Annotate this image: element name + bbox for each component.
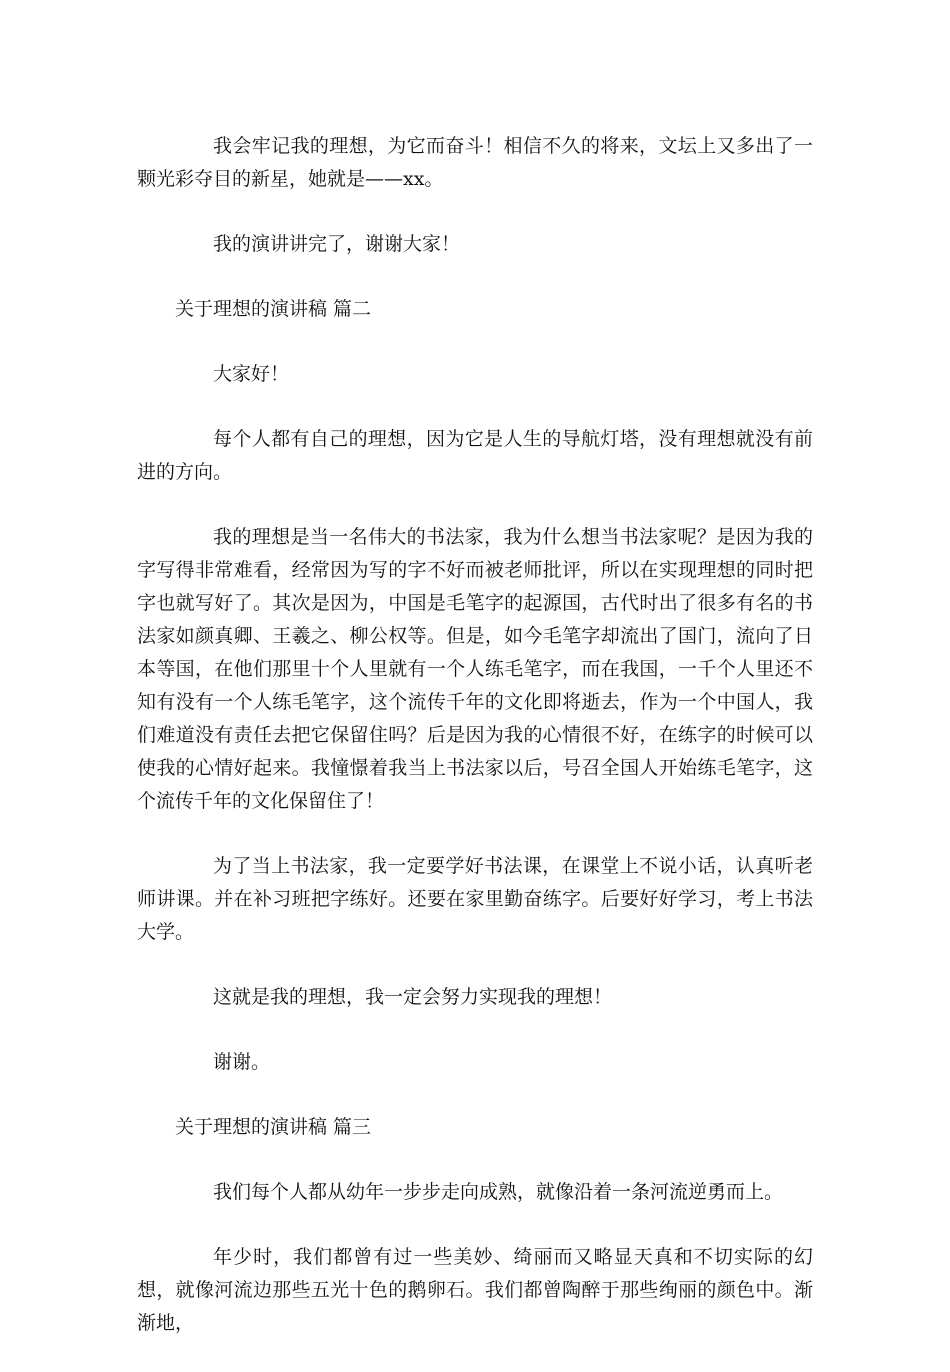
- paragraph-calligrapher-ideal: 我的理想是当一名伟大的书法家，我为什么想当书法家呢？是因为我的字写得非常难看，经常因为写的字不好而被老师批评，所以在实现理想的同时把字也就写好了。其次是因为，中国是毛笔字的起源国，古代时出了很多有名的书法家如颜真卿、王羲之、柳公权等。但是，如今毛笔字却流出了国门，流向了日本等国，在他们那里十个人里就有一个人练毛笔字，而在我国，一千个人里还不知有没有一个人练毛笔字，这个流传千年的文化即将逝去，作为一个中国人，我们难道没有责任去把它保留住吗？后是因为我的心情很不好，在练字的时候可以使我的心情好起来。我憧憬着我当上书法家以后，号召全国人开始练毛笔字，这个流传千年的文化保留住了！: [137, 526, 813, 812]
- paragraph-commitment: 这就是我的理想，我一定会努力实现我的理想！: [213, 986, 613, 1008]
- paragraph-growth: 我们每个人都从幼年一步步走向成熟，就像沿着一条河流逆勇而上。: [213, 1181, 784, 1203]
- paragraph-greeting: 大家好！: [213, 363, 290, 385]
- paragraph-closing-vow: 我会牢记我的理想，为它而奋斗！相信不久的将来，文坛上又多出了一颗光彩夺目的新星，她就是——xx。: [137, 135, 813, 190]
- section-heading-part-two: 关于理想的演讲稿 篇二: [175, 298, 372, 320]
- paragraph-youth-dreams: 年少时，我们都曾有过一些美妙、绮丽而又略显天真和不切实际的幻想，就像河流边那些五光十色的鹅卵石。我们都曾陶醉于那些绚丽的颜色中。渐渐地，: [137, 1246, 813, 1334]
- paragraph-intro-ideal: 每个人都有自己的理想，因为它是人生的导航灯塔，没有理想就没有前进的方向。: [137, 428, 813, 483]
- paragraph-plan: 为了当上书法家，我一定要学好书法课，在课堂上不说小话，认真听老师讲课。并在补习班把字练好。还要在家里勤奋练字。后要好好学习，考上书法大学。: [137, 855, 813, 943]
- section-heading-part-three: 关于理想的演讲稿 篇三: [175, 1116, 372, 1138]
- paragraph-thank-you: 谢谢。: [213, 1051, 271, 1073]
- document-body: [137, 130, 813, 1372]
- paragraph-thanks: 我的演讲讲完了，谢谢大家！: [213, 233, 461, 255]
